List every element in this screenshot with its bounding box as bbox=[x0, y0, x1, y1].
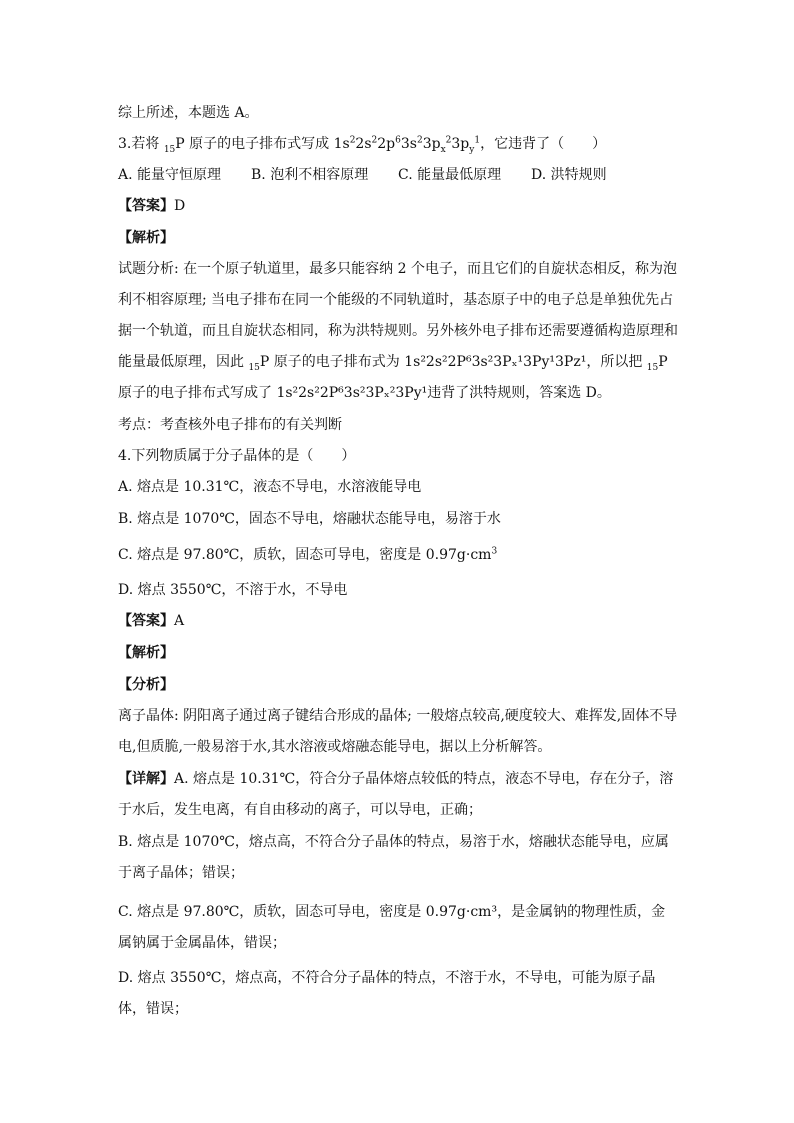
q3-analysis: 试题分析: 在一个原子轨道里，最多只能容纳 2 个电子，而且它们的自旋状态相反，称为泡利不相容原理; 当电子排布在同一个能级的不同轨道时，基态原子中的电子总是单独优先占据一个轨道，而且自旋状态相同，称为洪特规则。另外核外电子排布还需要遵循构造原理和能量最低原理，因此 $_{15}$P 原子的电子排布式为 1s²2s²2P⁶3s²3Pₓ¹3Py¹3Pz¹，所以把 $_{15}$P 原子的电子排布式写成了 1s²2s²2P⁶3s²3Pₓ²3Py¹违背了洪特规则，答案选 D。 bbox=[118, 261, 678, 401]
q4-detail-b: B. 熔点是 1070℃，熔点高，不符合分子晶体的特点，易溶于水，熔融状态能导电，应属于离子晶体；错误； bbox=[118, 834, 669, 881]
q4-analysis-heading: 【解析】 bbox=[118, 645, 174, 661]
q4-fenxi-heading: 【分析】 bbox=[118, 677, 174, 693]
q3-kaodian: 考点：考查核外电子排布的有关判断 bbox=[118, 417, 342, 433]
q4-option-d: D. 熔点 3550℃，不溶于水，不导电 bbox=[118, 582, 348, 598]
q4-stem: 4.下列物质属于分子晶体的是（ ） bbox=[118, 448, 356, 464]
q4-option-c: C. 熔点是 97.80℃，质软，固态可导电，密度是 $0.97g\cdot cm^3$ bbox=[118, 546, 498, 563]
option-d: D. 洪特规则 bbox=[531, 167, 607, 183]
q3-analysis-heading: 【解析】 bbox=[118, 230, 174, 246]
q4-option-b: B. 熔点是 1070℃，固态不导电，熔融状态能导电，易溶于水 bbox=[118, 511, 501, 527]
q4-answer: 【答案】A bbox=[118, 613, 185, 629]
q3-options bbox=[118, 165, 678, 185]
q4-detail-a: 【详解】A. 熔点是 10.31℃，符合分子晶体熔点较低的特点，液态不导电，存在分子，溶于水后，发生电离，有自由移动的离子，可以导电，正确； bbox=[118, 771, 674, 818]
q2-conclusion: 综上所述，本题选 A。 bbox=[118, 105, 259, 121]
option-b: B. 泡利不相容原理 bbox=[251, 167, 369, 183]
q4-detail-d: D. 熔点 3550℃，熔点高，不符合分子晶体的特点，不溶于水，不导电，可能为原子晶体，错误； bbox=[118, 970, 656, 1017]
q4-option-a: A. 熔点是 10.31℃，液态不导电，水溶液能导电 bbox=[118, 479, 422, 495]
q4-detail-c: C. 熔点是 97.80℃，质软，固态可导电，密度是 0.97g·cm³，是金属钠的物理性质，金属钠属于金属晶体，错误； bbox=[118, 904, 666, 951]
option-c: C. 能量最低原理 bbox=[398, 167, 502, 183]
q4-fenxi: 离子晶体: 阴阳离子通过离子键结合形成的晶体; 一般熔点较高,硬度较大、难挥发,固体不导电,但质脆,一般易溶于水,其水溶液或熔融态能导电，据以上分析解答。 bbox=[118, 708, 678, 755]
q3-answer: 【答案】D bbox=[118, 198, 186, 214]
q3-stem: 3.若将 $_{15}$P 原子的电子排布式写成 $1s^22s^22p^63s^23p_x^23p_y^1$，它违背了（ ） bbox=[118, 135, 607, 155]
option-a: A. 能量守恒原理 bbox=[118, 167, 222, 183]
